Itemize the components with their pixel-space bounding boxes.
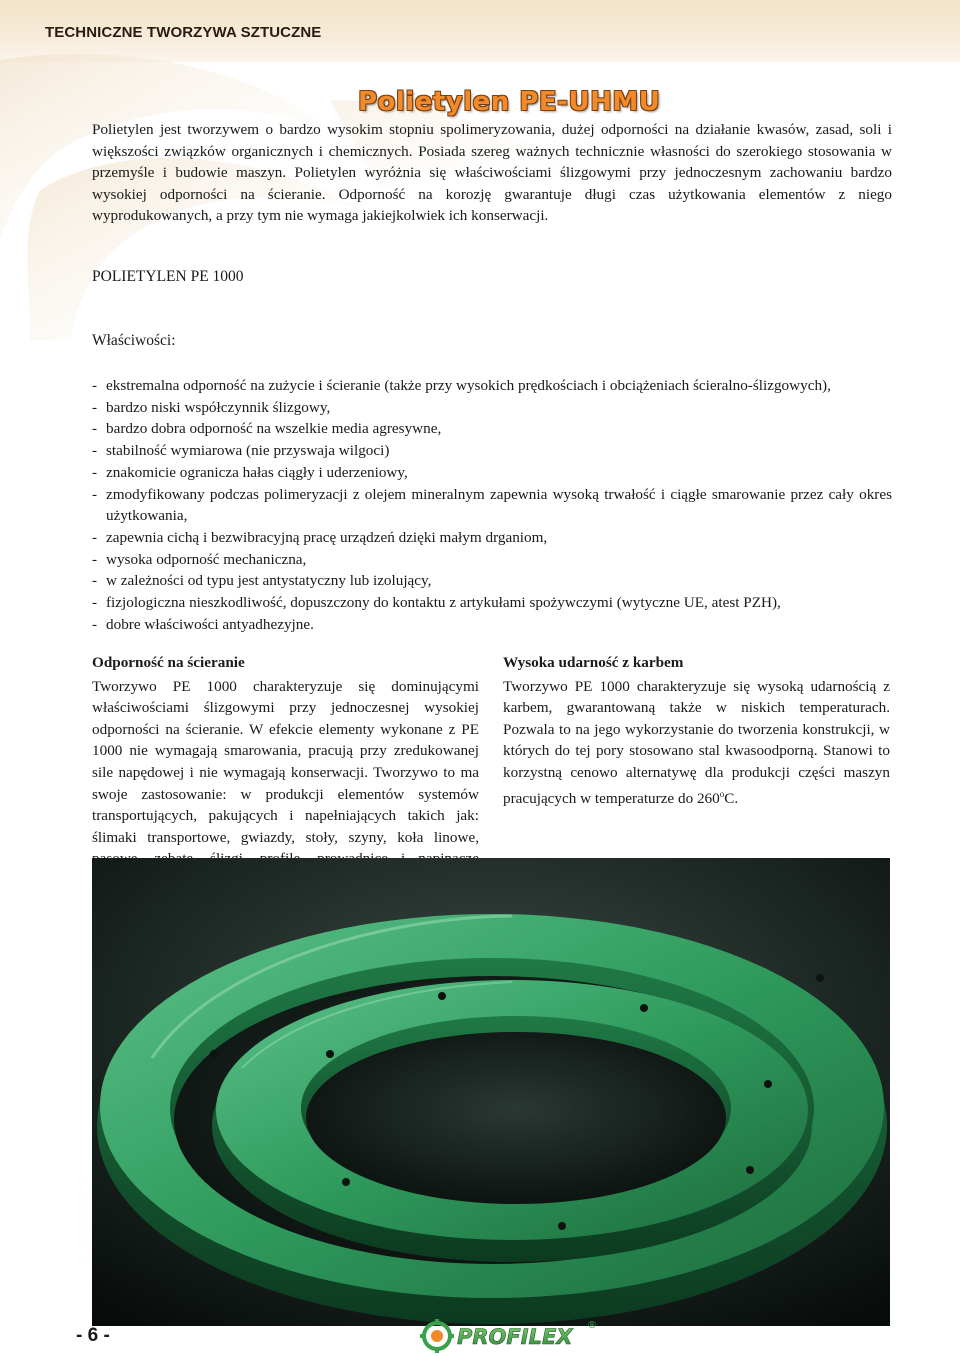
degree-superscript: o — [719, 788, 725, 799]
abrasion-resistance-section — [92, 652, 479, 892]
properties-list — [92, 375, 892, 635]
list-item: - w zależności od typu jest antystatyczny lub izolujący, — [92, 570, 892, 592]
temperature-unit: C. — [724, 789, 739, 807]
list-item: - znakomicie ogranicza hałas ciągły i uderzeniowy, — [92, 462, 892, 484]
list-item: - dobre właściwości antyadhezyjne. — [92, 614, 892, 636]
brand-name: PROFILEX — [457, 1325, 573, 1349]
green-rings-illustration — [92, 858, 890, 1326]
product-photo — [92, 858, 890, 1326]
notched-impact-title: Wysoka udarność z karbem — [503, 654, 684, 671]
notched-impact-text: Tworzywo PE 1000 charakteryzuje się wysoką udarnością z karbem, gwarantowaną także w niskich temperaturach. Pozwala to na jego wykorzystanie do tworzenia konstrukcji, w których do tej pory stosowano stal kwasoodporną. Stanowi to korzystną cenowo alternatywę dla produkcji części maszyn pracujących w temperaturze do 260 — [503, 677, 890, 807]
list-item: - bardzo dobra odporność na wszelkie media agresywne, — [92, 418, 892, 440]
list-item: - wysoka odporność mechaniczna, — [92, 549, 892, 571]
list-item: - stabilność wymiarowa (nie przyswaja wilgoci) — [92, 440, 892, 462]
notched-impact-section — [503, 652, 890, 809]
properties-heading: Właściwości: — [92, 332, 176, 349]
page-title: Polietylen PE-UHMU — [358, 87, 661, 118]
registered-mark: ® — [587, 1320, 597, 1331]
profilex-logo — [415, 1310, 615, 1356]
list-item: - zapewnia cichą i bezwibracyjną pracę urządzeń dzięki małym drganiom, — [92, 527, 892, 549]
header-section-label: TECHNICZNE TWORZYWA SZTUCZNE — [45, 24, 322, 41]
list-item: - zmodyfikowany podczas polimeryzacji z olejem mineralnym zapewnia wysoką trwałość i ciągłe smarowanie przez cały okres użytkowania, — [92, 484, 892, 527]
page-number: - 6 - — [76, 1325, 110, 1346]
section-heading: POLIETYLEN PE 1000 — [92, 268, 244, 285]
abrasion-resistance-body: Tworzywo PE 1000 charakteryzuje się dominującymi właściwościami ślizgowymi przy jednoczesnej wysokiej odporności na ścieranie. W efekcie elementy wykonane z PE 1000 nie wymagają smarowania, pracują przy zredukowanej sile napędowej i nie wymagają konserwacji. Tworzywo to ma swoje zastosowanie: w produkcji elementów systemów transportujących, pakujących i napełniających takich jak: ślimaki transportowe, gwiazdy, stoły, szyny, koła linowe, — [92, 677, 479, 846]
list-item: - fizjologiczna nieszkodliwość, dopuszczony do kontaktu z artykułami spożywczymi (wytyczne UE, atest PZH), — [92, 592, 892, 614]
intro-paragraph: Polietylen jest tworzywem o bardzo wysokim stopniu spolimeryzowania, dużej odporności na działanie kwasów, zasad, soli i większości związków organicznych i chemicznych. Posiada szereg ważnych technicznie własności do szerokiego stosowania w przemyśle i budowie maszyn. Polietylen wyróżnia się właściwościami ślizgowymi przy jednoczesnym zachowaniu bardzo wysokiej odporności na ścieranie. Odporność na korozję gwarantuje długi czas użytkowania elementów z niego wyprodukowanych, a przy tym nie wymaga jakiejkolwiek ich konserwacji. — [92, 121, 892, 224]
list-item: - bardzo niski współczynnik ślizgowy, — [92, 397, 892, 419]
notched-impact-body — [503, 676, 890, 810]
list-item: - ekstremalna odporność na zużycie i ścieranie (także przy wysokich prędkościach i obciążeniach ścieralno-ślizgowych), — [92, 375, 892, 397]
abrasion-resistance-title: Odporność na ścieranie — [92, 654, 245, 671]
